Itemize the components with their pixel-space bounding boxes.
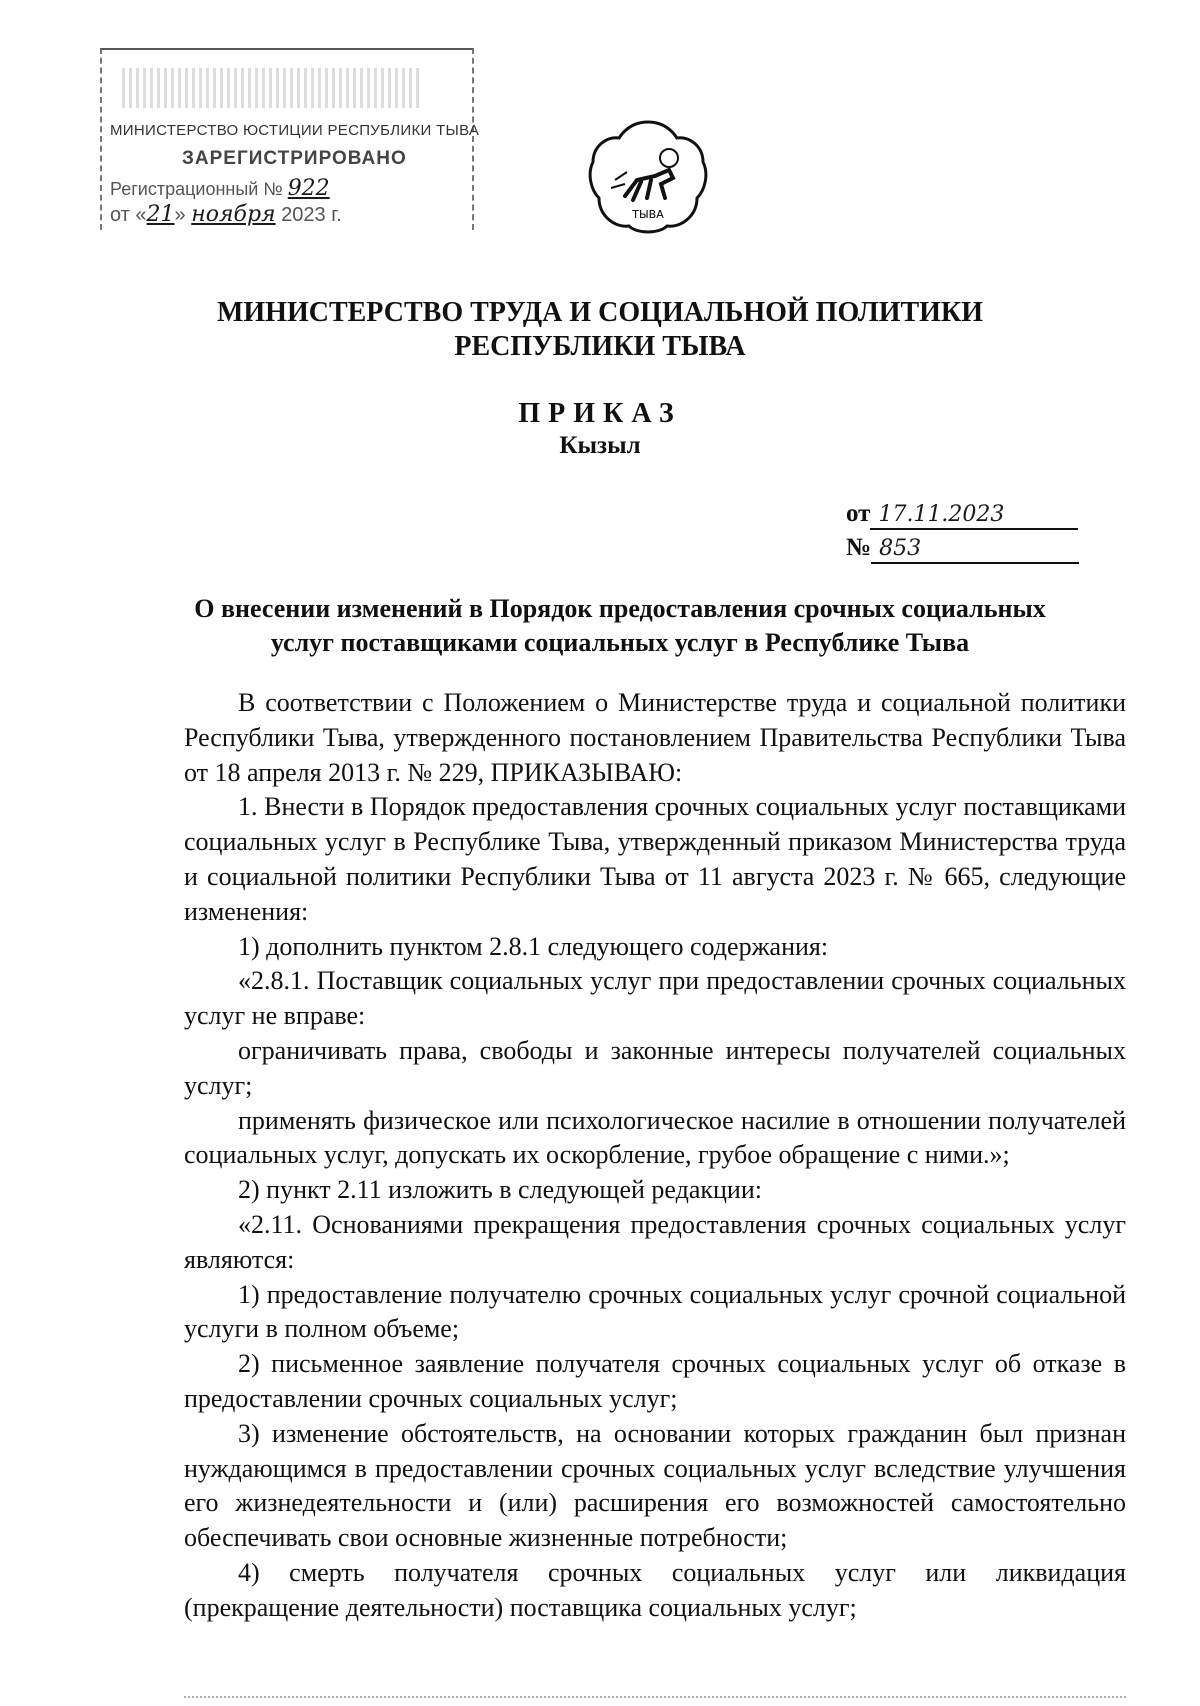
paragraph: 2) пункт 2.11 изложить в следующей редакции: (238, 1175, 762, 1205)
ministry-title-line1: МИНИСТЕРСТВО ТРУДА И СОЦИАЛЬНОЙ ПОЛИТИКИ (216, 297, 984, 328)
stamp-date-month: ноября (191, 202, 276, 227)
paragraph: применять физическое или психологическое насилие в отношении получателей социальных услуг, допускать их оскорбление, грубое обращение с ними.»; (184, 1105, 1126, 1170)
stamp-date-year: 2023 г. (281, 204, 342, 226)
document-date (846, 500, 1078, 530)
number-value: 853 (879, 536, 922, 561)
date-label: от (846, 500, 871, 527)
stamp-reg-line (110, 176, 330, 201)
document-city: Кызыл (559, 432, 641, 459)
tuva-emblem-icon (585, 118, 711, 236)
subject-line2: услуг поставщиками социальных услуг в Республике Тыва (270, 628, 970, 657)
paragraph: «2.11. Основаниями прекращения предоставления срочных социальных услуг являются: (184, 1209, 1126, 1274)
paragraph: 2) письменное заявление получателя срочных социальных услуг об отказе в предоставлении срочных социальных услуг; (184, 1349, 1126, 1413)
date-value: 17.11.2023 (878, 502, 1005, 527)
paragraph: 1) предоставление получателю срочных социальных услуг срочной социальной услуги в полном объеме; (184, 1279, 1126, 1344)
stamp-status: ЗАРЕГИСТРИРОВАНО (182, 148, 407, 169)
paragraph: 3) изменение обстоятельств, на основании которых гражданин был признан нуждающимся в предоставлении срочных социальных услуг вследствие улучшения его жизнедеятельности и (или) расширения его возможностей самостоятельно обеспечивать свои основные жизненные потребности; (184, 1418, 1126, 1553)
stamp-date-day: 21 (146, 202, 175, 227)
stamp-date-prefix: от « (110, 204, 147, 226)
stamp-date-line (110, 202, 342, 227)
ministry-title-line2: РЕСПУБЛИКИ ТЫВА (454, 331, 746, 362)
number-label: № (846, 534, 872, 561)
stamp-reg-number: 922 (287, 176, 330, 201)
document-type: ПРИКАЗ (518, 398, 682, 429)
paragraph: «2.8.1. Поставщик социальных услуг при предоставлении срочных социальных услуг не вправе: (184, 966, 1126, 1031)
paragraph: 1) дополнить пунктом 2.8.1 следующего содержания: (238, 931, 829, 961)
stamp-reg-label: Регистрационный № (110, 179, 283, 199)
stamp-emblem-blur (122, 68, 422, 108)
paragraph: 1. Внести в Порядок предоставления срочных социальных услуг поставщиками социальных услуг в Республике Тыва, утвержденный приказом Министерства труда и социальной политики Республики Тыва от 11 августа 2023 г. № 665, следующие изменения: (184, 792, 1126, 926)
stamp-date-mid: » (174, 204, 186, 226)
emblem-label: ТЫВА (632, 208, 664, 221)
paragraph: В соответствии с Положением о Министерстве труда и социальной политики Республики Тыва, утвержденного постановлением Правительства Республики Тыва от 18 апреля 2013 г. № 229, ПРИКАЗЫВАЮ: (184, 688, 1126, 787)
paragraph: 4) смерть получателя срочных социальных услуг или ликвидация (прекращение деятельности) поставщика социальных услуг; (184, 1557, 1126, 1622)
document-body (184, 686, 1126, 1626)
document-subject (120, 592, 1120, 660)
registration-stamp (100, 48, 480, 230)
stamp-ministry: МИНИСТЕРСТВО ЮСТИЦИИ РЕСПУБЛИКИ ТЫВА (110, 122, 480, 139)
ministry-title (0, 296, 1200, 364)
scan-edge-divider (184, 1696, 1126, 1698)
paragraph: ограничивать права, свободы и законные интересы получателей социальных услуг; (184, 1035, 1126, 1100)
document-number (846, 534, 1079, 564)
subject-line1: О внесении изменений в Порядок предоставления срочных социальных (194, 594, 1046, 623)
